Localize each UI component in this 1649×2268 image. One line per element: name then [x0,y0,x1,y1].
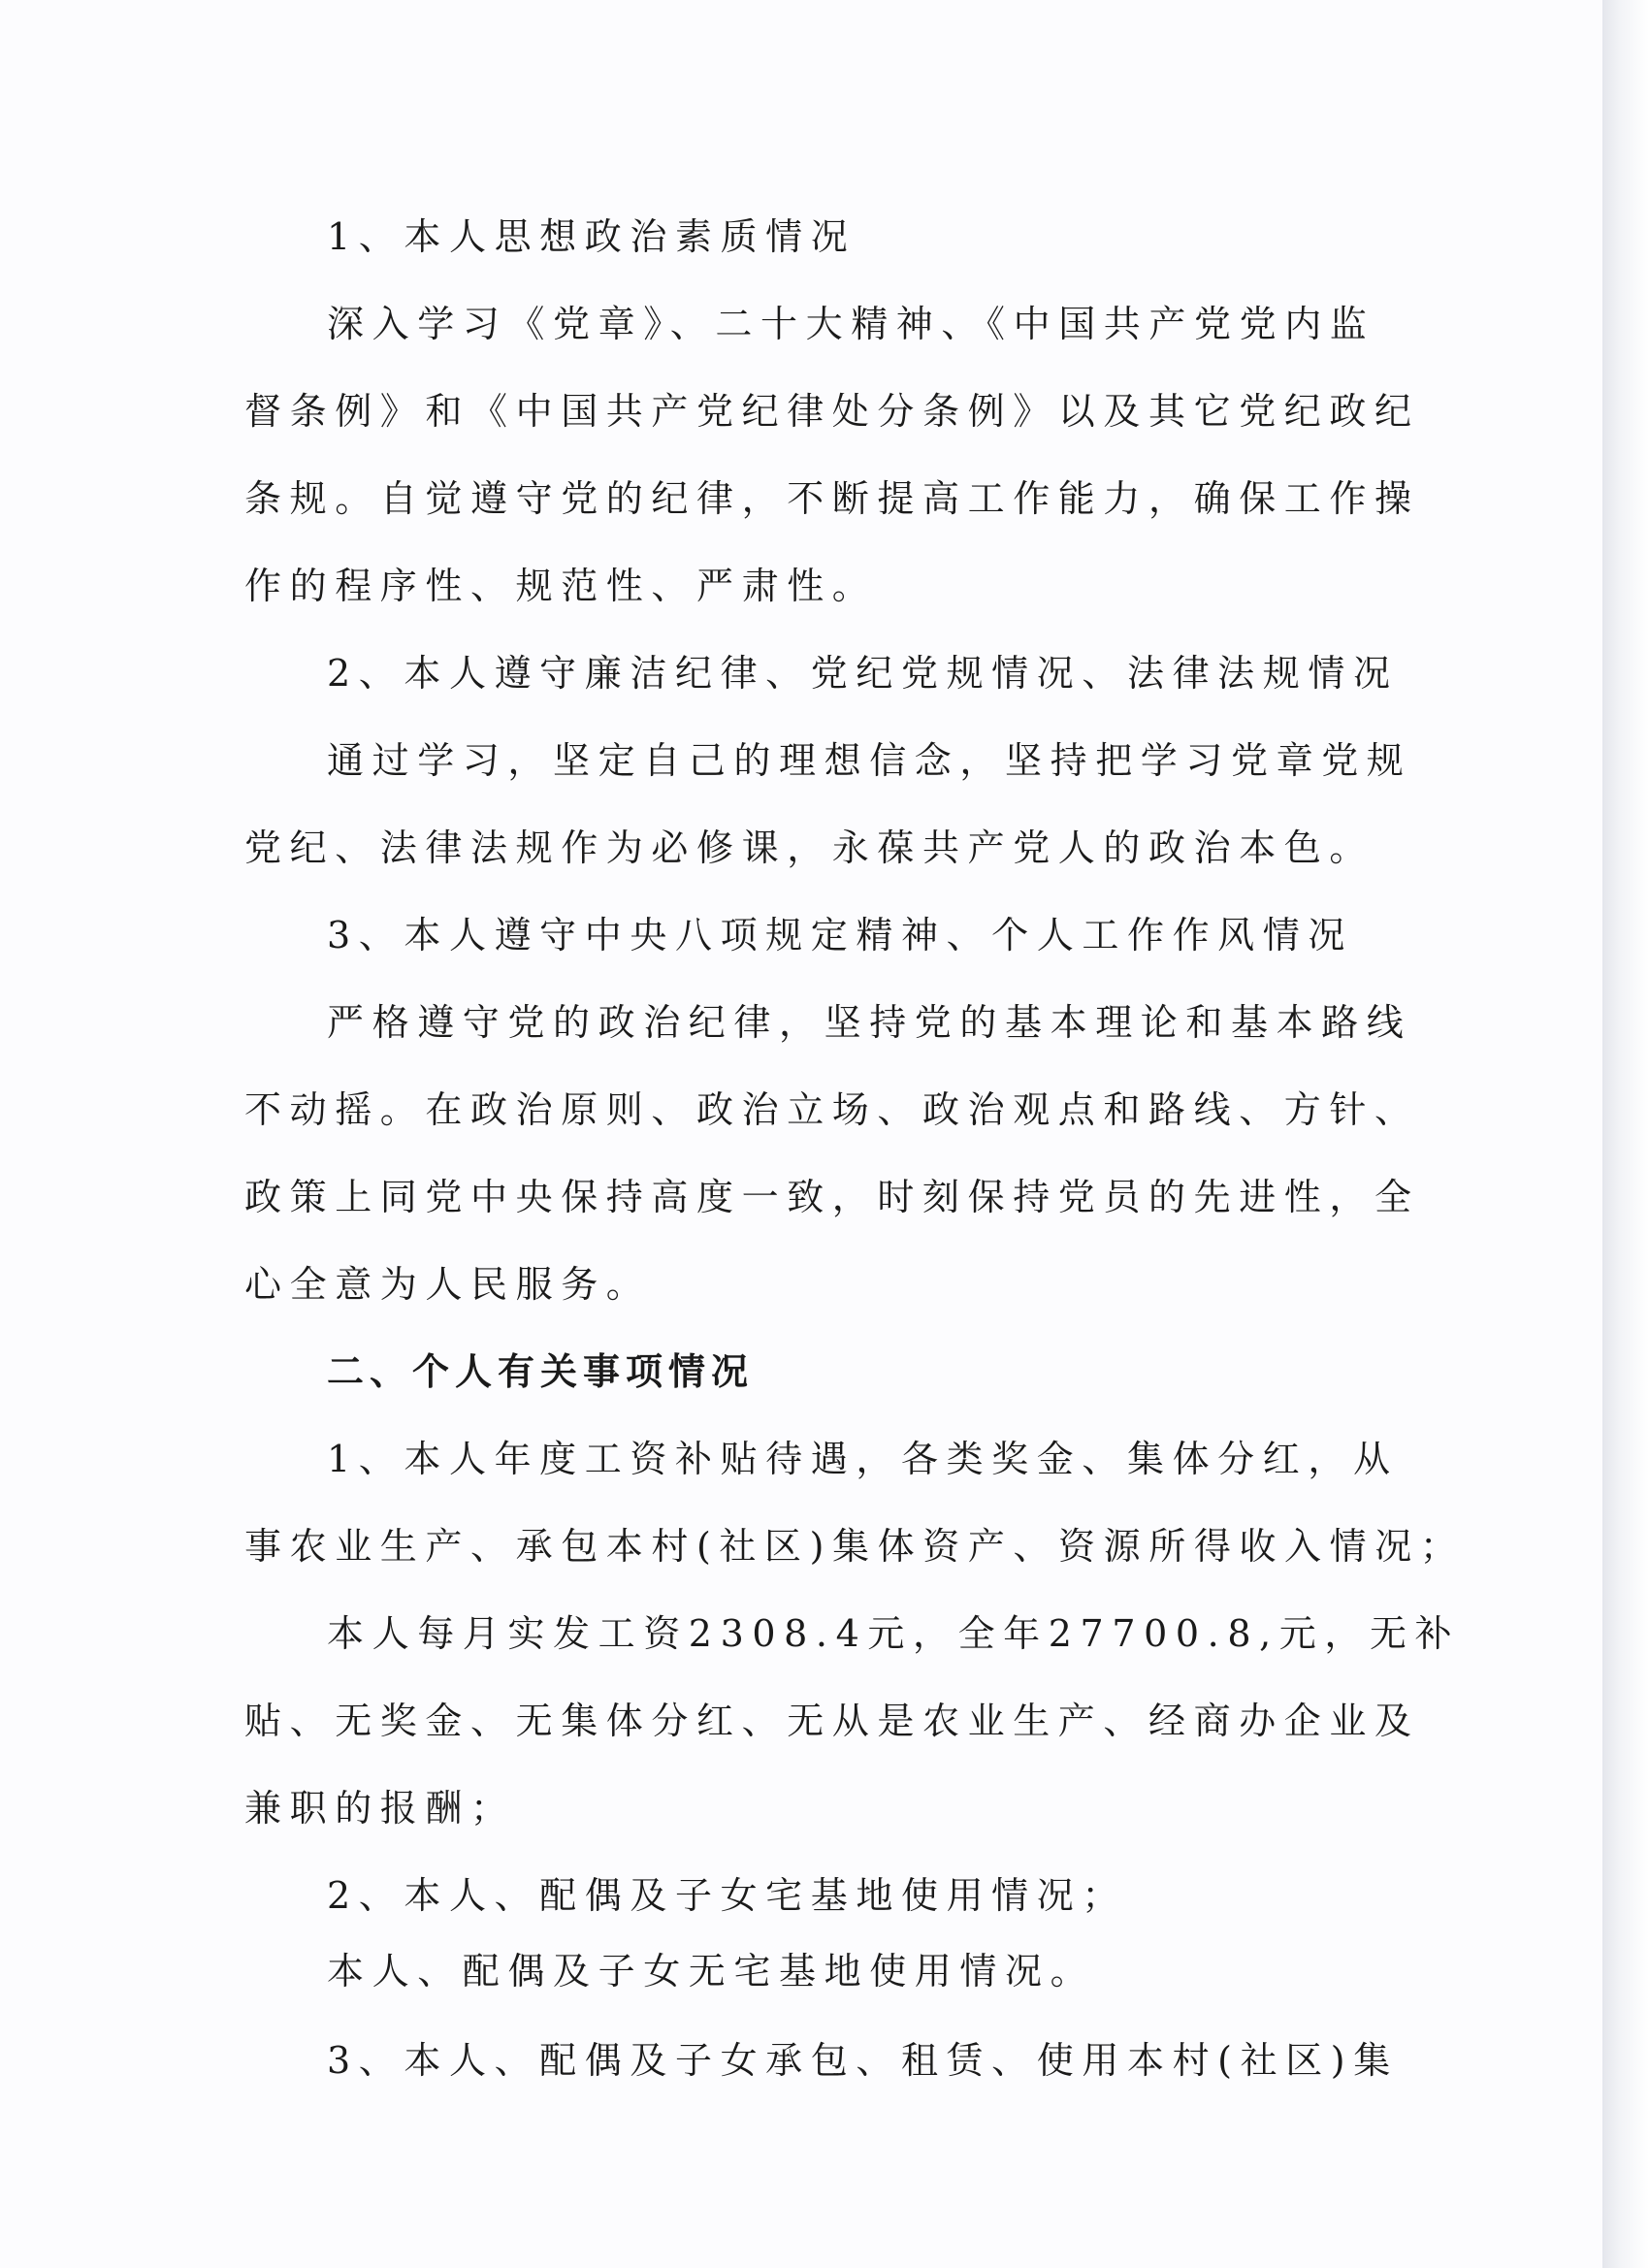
paragraph-line: 深入学习《党章》、二十大精神、《中国共产党党内监 [327,303,1375,345]
paragraph-line: 严格遵守党的政治纪律，坚持党的基本理论和基本路线 [327,1001,1412,1044]
section-heading-personal-matters: 二、个人有关事项情况 [327,1350,755,1393]
paragraph-line: 本人每月实发工资2308.4元，全年27700.8,元，无补 [327,1612,1461,1655]
section-2-heading: 2、本人遵守廉洁纪律、党纪党规情况、法律法规情况 [327,652,1399,695]
paragraph-line: 事农业生产、承包本村(社区)集体资产、资源所得收入情况； [244,1525,1466,1568]
item-3-heading: 3、本人、配偶及子女承包、租赁、使用本村(社区)集 [327,2039,1399,2082]
item-2-heading: 2、本人、配偶及子女宅基地使用情况； [327,1874,1127,1917]
paragraph-line: 贴、无奖金、无集体分红、无从是农业生产、经商办企业及 [244,1700,1420,1742]
paragraph-line: 不动摇。在政治原则、政治立场、政治观点和路线、方针、 [244,1088,1420,1131]
paragraph-line: 党纪、法律法规作为必修课，永葆共产党人的政治本色。 [244,826,1375,869]
paragraph-line: 政策上同党中央保持高度一致，时刻保持党员的先进性，全 [244,1176,1420,1218]
paragraph-line: 兼职的报酬； [244,1787,516,1830]
item-1-heading: 1、本人年度工资补贴待遇，各类奖金、集体分红，从 [327,1438,1399,1480]
paragraph-line: 本人、配偶及子女无宅基地使用情况。 [327,1950,1096,1993]
section-1-heading: 1、本人思想政治素质情况 [327,215,857,258]
scan-edge [1602,0,1649,2268]
paragraph-line: 心全意为人民服务。 [244,1263,652,1306]
paragraph-line: 督条例》和《中国共产党纪律处分条例》以及其它党纪政纪 [244,390,1420,433]
paragraph-line: 条规。自觉遵守党的纪律，不断提高工作能力，确保工作操 [244,477,1420,520]
section-3-heading: 3、本人遵守中央八项规定精神、个人工作作风情况 [327,914,1353,956]
paragraph-line: 通过学习，坚定自己的理想信念，坚持把学习党章党规 [327,739,1412,782]
paragraph-line: 作的程序性、规范性、严肃性。 [244,565,878,607]
